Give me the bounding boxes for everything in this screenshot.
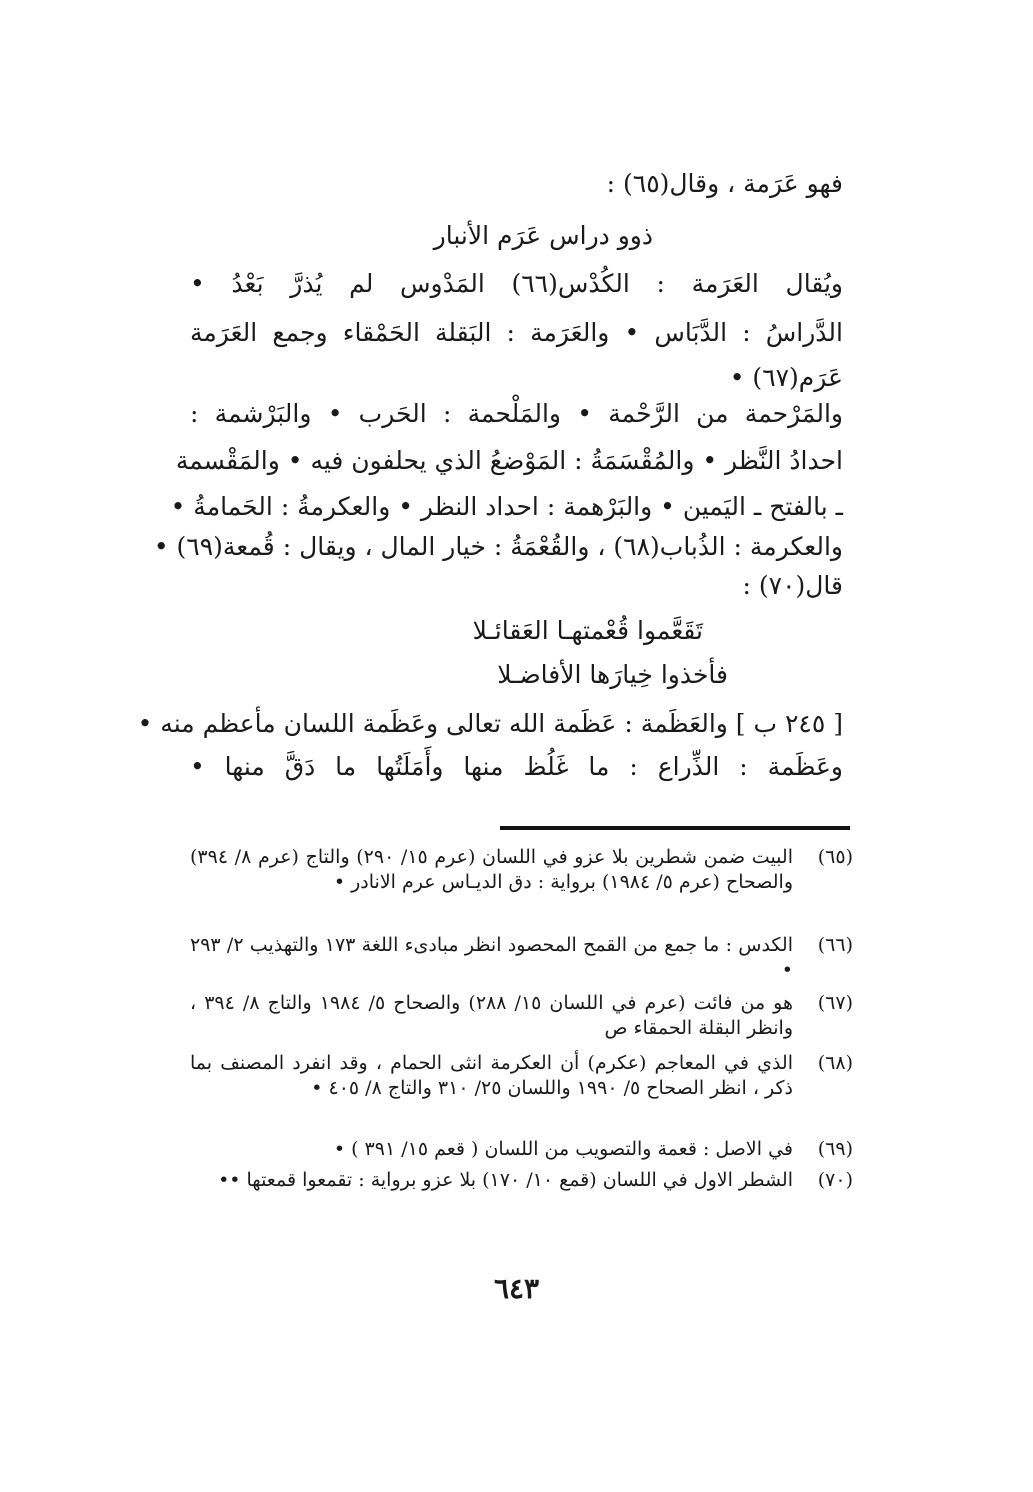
text-line-5: والمَرْحمة من الرَّحْمة • والمَلْحمة : الحَرب • والبَرْشمة : [190, 399, 843, 428]
footnote [190, 991, 853, 1041]
footnote [190, 1051, 853, 1101]
footnote-number: (٦٦) [817, 934, 853, 956]
footnote-separator [500, 826, 850, 830]
footnote [190, 1168, 853, 1193]
footnote [190, 1137, 853, 1162]
text-line-3: الدَّراسُ : الدَّبَاس • والعَرَمة : البَقلة الحَمْقاء وجمع العَرَمة [190, 318, 843, 347]
footnote-text: في الاصل : قعمة والتصويب من اللسان ( قعم ١٥/ ٣٩١ ) • [333, 1138, 793, 1160]
footnote-text: البيت ضمن شطرين بلا عزو في اللسان (عرم ١٥/ ٢٩٠) والتاج (عرم ٨/ ٣٩٤) والصحاح (عرم ٥/ ١٩٨٤) برواية : دق الديـاس عرم الانادر • [190, 846, 793, 893]
footnote [190, 845, 853, 895]
text-line-9: قال(٧٠) : [742, 571, 843, 600]
footnote-number: (٦٩) [817, 1138, 853, 1160]
text-line-6: احدادُ النَّظر • والمُقْسَمَةُ : المَوْضعُ الذي يحلفون فيه • والمَقْسمة [175, 446, 843, 475]
footnote-number: (٦٨) [817, 1052, 853, 1074]
footnote [190, 933, 853, 983]
text-line-4: عَرَم(٦٧) • [729, 363, 843, 392]
footnote-number: (٦٧) [817, 992, 853, 1014]
text-line-7: ـ بالفتح ـ اليَمين • والبَرْهمة : احداد النظر • والعكرمةُ : الحَمامةُ • [170, 492, 843, 521]
text-line-2: ويُقال العَرَمة : الكُدْس(٦٦) المَدْوس لم يُذرَّ بَعْدُ • [190, 269, 843, 298]
verse-2-second-hemistich: فأخذوا خِيارَها الأفاضـلا [497, 660, 728, 689]
footnote-text: الشطر الاول في اللسان (قمع ١٠/ ١٧٠) بلا عزو برواية : تقمعوا قمعتها •• [218, 1169, 793, 1191]
verse-1: ذوو دراس عَرَم الأنبار [433, 221, 653, 250]
text-line-11: وعَظَمة : الذِّراع : ما غَلُظ منها وأَمَلَتُها ما دَقَّ منها • [190, 752, 843, 781]
page-number: ٦٤٣ [493, 1272, 540, 1305]
footnote-text: هو من فائت (عرم في اللسان ١٥/ ٢٨٨) والصحاح ٥/ ١٩٨٤ والتاج ٨/ ٣٩٤ ، وانظر البقلة الحمقاء ص [190, 992, 794, 1039]
footnote-text: الكدس : ما جمع من القمح المحصود انظر مبادىء اللغة ١٧٣ والتهذيب ٢/ ٢٩٣ • [190, 934, 793, 981]
text-line-1: فهو عَرَمة ، وقال(٦٥) : [606, 169, 843, 198]
footnote-number: (٧٠) [817, 1169, 853, 1191]
verse-2-first-hemistich: تَقَعَّموا قُعْمتهـا العَقائـلا [472, 616, 703, 645]
text-line-8: والعكرمة : الذُباب(٦٨) ، والقُعْمَةُ : خيار المال ، ويقال : قُمعة(٦٩) • [153, 532, 843, 561]
footnote-number: (٦٥) [817, 846, 853, 868]
footnote-text: الذي في المعاجم (عكرم) أن العكرمة انثى الحمام ، وقد انفرد المصنف بما ذكر ، انظر الصحاح ٥/ ١٩٩٠ واللسان ٢٥/ ٣١٠ والتاج ٨/ ٤٠٥ • [190, 1052, 793, 1099]
text-line-10: [ ٢٤٥ ب ] والعَظَمة : عَظَمة الله تعالى وعَظَمة اللسان مأعظم منه • [137, 709, 843, 738]
